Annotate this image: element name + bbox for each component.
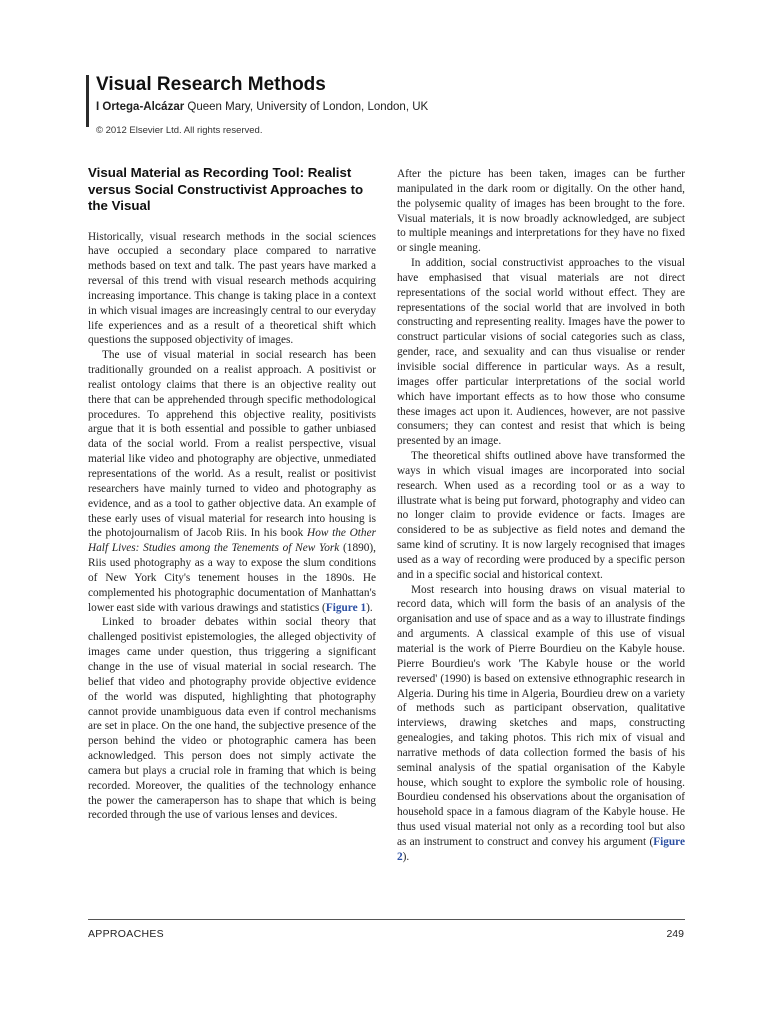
paragraph: In addition, social constructivist approaches to the visual have emphasised that visual materials are not direct representations of the social world without effect. They are representations of the social world that are involved in both constructing and representing reality. Images have the power to construct particular visions of social categories such as class, gender, race, and sexuality and can thus visualise or render invisible social difference in particular ways. As a result, images offer particular interpretations of the social world which have important effects as to how those who consume these images act upon it. Audiences, however, are not passive consumers; they can contest and resist that which is being presented by an image. bbox=[397, 257, 685, 448]
paragraph: Historically, visual research methods in the social sciences have occupied a secondary place compared to narrative methods based on text and talk. The past years have marked a reversal of this trend with visual research methods acquiring increasing importance. This change is taking place in a context in which visual images are increasingly central to our everyday life experiences and as a result of a theoretical shift which questions the supposed objectivity of images. bbox=[88, 230, 376, 347]
footer-section-label: APPROACHES bbox=[88, 928, 164, 940]
paragraph: Linked to broader debates within social theory that challenged positivist epistemologies, the alleged objectivity of images came under question, thus triggering a significant change in the use of visual material in social research. The belief that video and photography provide objective evidence of the world was disputed, highlighting that photography cannot provide unambiguous data even if control mechanisms are set in place. On the one hand, the subjective presence of the person behind the video or photographic camera has been acknowledged. This person does not simply activate the camera but plays a crucial role in framing that which is being recorded. Moreover, the qualities of the technology enhance the power the cameraperson has to shape that which is being recorded through the use of various lenses and devices. bbox=[88, 616, 376, 822]
paragraph bbox=[88, 348, 376, 615]
paragraph-text: ). bbox=[366, 601, 373, 614]
author-line bbox=[96, 101, 428, 113]
book-title: How the Other Half Lives: Studies among the Tenements of New York bbox=[88, 527, 376, 555]
paragraph-text: Most research into housing draws on visual material to record data, which will form the basis of an analysis of the organisation and use of space and as a way to illustrate findings and arguments. A classical example of this use of visual material is the work of Pierre Bourdieu on the Kabyle house. Pierre Bourdieu's work 'The Kabyle house or the world reversed' (1990) is based on extensive ethnographic research in Algeria. During his time in Algeria, Bourdieu drew on a variety of methods such as participant observation, qualitative interviews, drawing sketches and maps, constructing genealogies, and taking photos. This rich mix of visual and narrative methods of data collection formed the basis of his seminal analysis of the spatial organisation of the Kabyle house, which sought to explore the symbolic role of housing. Bourdieu condensed his observations about the organisation of household space in a famous diagram of the Kabyle house. He thus used visual material not only as a recording tool but also as an instrument to construct and convey his argument ( bbox=[397, 583, 685, 848]
author-affiliation: Queen Mary, University of London, London, UK bbox=[184, 101, 429, 113]
header-accent-bar bbox=[86, 75, 89, 127]
author-name: I Ortega-Alcázar bbox=[96, 101, 185, 113]
paragraph: After the picture has been taken, images can be further manipulated in the dark room or digitally. On the other hand, the polysemic quality of images has been brought to the fore. Visual materials, it is now broadly acknowledged, are subject to multiple meanings and interpretations for they have no fixed or single meaning. bbox=[397, 168, 685, 255]
article-title: Visual Research Methods bbox=[96, 74, 326, 95]
paragraph-text: ). bbox=[402, 850, 410, 863]
paragraph-text: (1890), Riis used photography as a way to expose the slum conditions of New York City's tenement houses in the 1890s. He complemented his photographic documentation of Manhattan's lower east side with various drawings and statistics ( bbox=[88, 542, 376, 614]
figure-2-link[interactable]: Figure 2 bbox=[397, 835, 685, 863]
right-column bbox=[397, 167, 685, 865]
paragraph bbox=[397, 583, 685, 865]
copyright-notice: © 2012 Elsevier Ltd. All rights reserved. bbox=[96, 125, 263, 136]
left-column bbox=[88, 165, 376, 823]
page-number: 249 bbox=[666, 928, 684, 940]
footer-rule bbox=[88, 919, 685, 920]
paragraph-text: The use of visual material in social research has been traditionally grounded on a realist approach. A positivist or realist ontology claims that there is an objective reality out there that can be apprehended through specific methodological procedures. To apprehend this objective reality, positivists argue that it is both essential and possible to gather unbiased data of the social world. From a realist perspective, visual material like video and photography are objective, unmediated representations of the world. As a result, realist or positivist researchers have mainly turned to video and photography as evidence, and as a tool to gather objective data. An example of these early uses of visual material for research into housing is the photojournalism of Jacob Riis. In his book bbox=[88, 349, 376, 540]
section-heading: Visual Material as Recording Tool: Realist versus Social Constructivist Approaches to the Visual bbox=[88, 165, 364, 213]
figure-1-link[interactable]: Figure 1 bbox=[325, 601, 367, 614]
paragraph: The theoretical shifts outlined above have transformed the ways in which visual images are incorporated into social research. When used as a recording tool or as a way to illustrate what is being put forward, photography and video can no longer claim to provide evidence or facts. Images are considered to be as subjective as field notes and demand the same kind of scrutiny. It is now largely recognised that images used as a way of recording were produced by a specific person and in a specific social and historical context. bbox=[397, 450, 685, 581]
